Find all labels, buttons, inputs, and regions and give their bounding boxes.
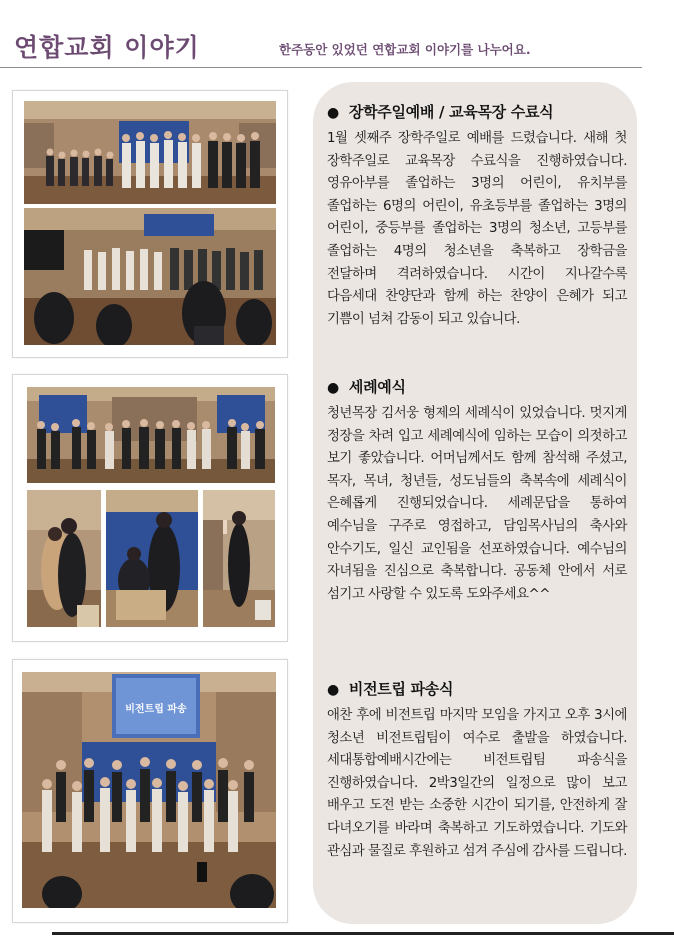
photo-baptism-pledge: [203, 490, 275, 627]
section-body: 1월 셋째주 장학주일로 예배를 드렸습니다. 새해 첫 장학주일로 교육목장 수료식을 진행하였습니다. 영유아부를 졸업하는 3명의 어린이, 유치부를 졸업하는 6명의 어린이, 유초등부를 졸업하는 3명의 어린이, 중등부를 졸업하는 3명의 청소년, 고등부를 졸업하는 4명의 청소년을 축복하고 장학금을 전달하며 격려하였습니다. 시간이 지나갈수록 다음세대 찬양단과 함께 하는 찬양이 은혜가 되고 기쁨이 넘쳐 감동이 되고 있습니다.: [327, 131, 627, 327]
photo-vision-trip-sendoff: [22, 672, 276, 908]
page-subtitle: 한주동안 있었던 연합교회 이야기를 나누어요.: [279, 42, 531, 57]
bullet-icon: ●: [327, 105, 339, 121]
section-baptism: [327, 376, 627, 606]
section-title: ● 비전트립 파송식: [327, 680, 454, 698]
photo-baptism-embrace: [27, 490, 101, 627]
section-body: 청년목장 김서웅 형제의 세례식이 있었습니다. 멋지게 정장을 차려 입고 세례예식에 임하는 모습이 의젓하고 보기 좋았습니다. 어머님께서도 함께 참석해 주셨고, 목자, 목녀, 청년들, 성도님들의 축복속에 세례식이 은혜롭게 진행되었습니다. 세례문답을 통하여 예수님을 구주로 영접하고, 담임목사님의 축사와 안수기도, 일신 교인됨을 선포하였습니다. 예수님의 자녀됨을 진심으로 축복합니다. 공동체 안에서 서로 섬기고 사랑할 수 있도록 도와주세요^^: [327, 406, 627, 602]
photo-baptism-group: [27, 387, 275, 483]
footer-divider: [52, 932, 674, 935]
header-divider: [0, 67, 642, 68]
bullet-icon: ●: [327, 682, 339, 698]
photo-baptism-prayer: [106, 490, 198, 627]
photo-scholarship-graduates: [24, 101, 276, 204]
section-scholarship: [327, 101, 627, 331]
section-vision-trip: [327, 678, 627, 863]
section-title: ● 장학주일예배 / 교육목장 수료식: [327, 103, 554, 121]
banner-text: 비전트립 파송: [125, 704, 187, 715]
photo-scholarship-congregation: [24, 208, 276, 345]
section-body: 애찬 후에 비전트립 마지막 모임을 가지고 오후 3시에 청소년 비전트립팀이 여수로 출발을 하였습니다. 세대통합예배시간에는 비전트립팀 파송식을 진행하였습니다. 2박3일간의 일정으로 많이 보고 배우고 도전 받는 소중한 시간이 되기를, 안전하게 잘 다녀오기를 바라며 축복하고 기도하였습니다. 기도와 관심과 물질로 후원하고 섬겨 주심에 감사를 드립니다.: [327, 708, 627, 859]
section-title: ● 세례예식: [327, 378, 406, 396]
page-title: 연합교회 이야기: [14, 33, 200, 62]
bullet-icon: ●: [327, 380, 339, 396]
